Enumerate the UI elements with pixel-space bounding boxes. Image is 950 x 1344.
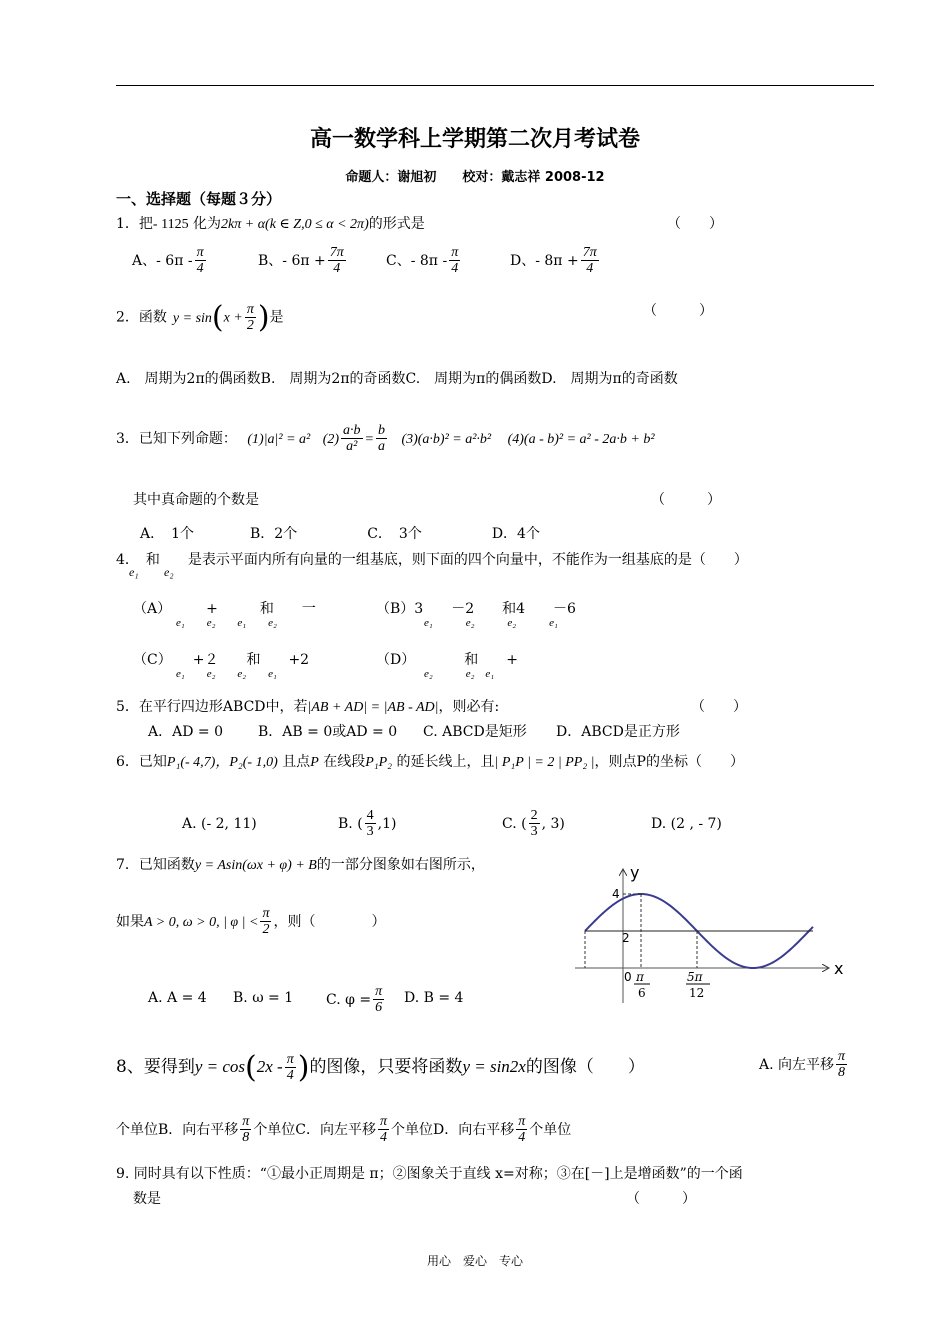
question-4: 4． 和 是表示平面内所有向量的一组基底，则下面的四个向量中，不能作为一组基底的是（ ）: [116, 552, 748, 568]
q9-answer-paren: （ ）: [626, 1191, 696, 1207]
q5-option-c: C. ABCD是矩形: [423, 724, 527, 740]
q7-condition: 如果A > 0, ω > 0, | φ | < $\frac{\pi}{2}$ ，则（ ）: [116, 906, 386, 938]
tick-5pi12-den: 12: [689, 986, 705, 1000]
q1-option-b: B、- 6π + $\frac{7\pi}{4}$: [258, 245, 344, 277]
q1-option-d: D、- 8π + $\frac{7\pi}{4}$: [510, 245, 597, 277]
origin-label: 0: [624, 970, 632, 984]
q8-line-2: 个单位B．向右平移 $\frac{\pi}{8}$ 个单位C．向左平移 $\frac{\pi}{4}$ 个单位D．向右平移 $\frac{\pi}{4}$ 个单位: [116, 1114, 572, 1146]
page-subtitle: 命题人：谢旭初 校对：戴志祥 2008-12: [345, 170, 605, 185]
q4-e2: e₂: [164, 565, 174, 579]
q6-option-c: C. ( $\frac{2}{3}$ , 3): [502, 808, 565, 840]
q4-option-a: （A） + 和 一: [133, 601, 316, 617]
question-3: 3．已知下列命题： (1)|a|² = a² (2) $\frac{a\cdot b}{\text{a²}}$ = $\frac{b}{a}$ (3)(a·b)² = a²·b² (4)(a - b)² = a² - 2a·b + b²: [116, 423, 655, 455]
q2-answer-paren: （ ）: [643, 303, 713, 319]
q5-option-b: B．AB = 0或AD = 0: [258, 724, 398, 740]
question-2: 2．函数 y = sin(x + $\frac{\pi}{2}$ )是: [116, 300, 284, 335]
q7-option-a: A. A = 4: [148, 990, 207, 1006]
question-5: 5．在平行四边形ABCD中，若|AB + AD| = |AB - AD|，则必有:: [116, 699, 500, 715]
q1-d-frac: $\frac{7\pi}{4}$: [582, 245, 597, 277]
question-6: 6．已知P₁(- 4,7)，P₂(- 1,0) 且点P 在线段P₁P₂ 的延长线上，且| P₁P | = 2 | PP₂ |，则点P的坐标（ ）: [116, 754, 744, 770]
q2-options: A. 周期为2π的偶函数B. 周期为2π的奇函数C. 周期为π的偶函数D. 周期为π的奇函数: [116, 371, 678, 387]
q1-b-frac: $\frac{7\pi}{4}$: [329, 245, 344, 277]
y-tick-4: 4: [612, 887, 620, 901]
q3-options: A． 1个 B．2个 C． 3个 D．4个: [140, 526, 540, 542]
q7-option-d: D. B = 4: [404, 990, 464, 1006]
q1-c-frac: $\frac{\pi}{4}$: [451, 245, 459, 277]
q3-frac-2: $\frac{b}{a}$: [377, 423, 385, 455]
q4-c-sub: e₁ e₂ e₂ e₁: [176, 668, 277, 680]
question-8: 8、要得到y = cos(2x - $\frac{\pi}{4}$ )的图像，只要将函数y = sin2x的图像（ ）: [116, 1050, 645, 1085]
q4-a-sub: e₁ e₂ e₁ e₂: [176, 617, 277, 629]
page-title: 高一数学科上学期第二次月考试卷: [309, 127, 640, 152]
q5-answer-paren: （ ）: [691, 699, 747, 715]
x-label: x: [834, 959, 844, 978]
y-label: y: [630, 863, 640, 882]
question-1: 1．把- 1125 化为2kπ + α(k ∈ Z,0 ≤ α < 2π)的形式是: [116, 216, 425, 232]
question-9: 9. 同时具有以下性质：“①最小正周期是 π；②图象关于直线 x=对称；③在[－]上是增函数”的一个函: [116, 1166, 743, 1182]
q6-option-a: A. (- 2, 11): [182, 816, 257, 832]
q1-a-frac: $\frac{\pi}{4}$: [196, 245, 204, 277]
q7-option-c: C. φ = $\frac{\pi}{6}$: [326, 984, 383, 1016]
q2-frac: $\frac{\pi}{2}$: [246, 301, 254, 333]
page-footer: 用心 爱心 专心: [426, 1254, 523, 1268]
q1-option-c: C、- 8π - $\frac{\pi}{4}$: [386, 245, 459, 277]
q4-option-c: （C） +２ 和 +2: [133, 652, 310, 668]
q6-option-b: B. ( $\frac{4}{3}$ ,1): [338, 808, 397, 840]
tick-pi6-den: 6: [638, 986, 646, 1000]
tick-pi6-num: π: [636, 970, 644, 984]
q7-function-graph: [570, 858, 850, 1008]
q4-option-b: （B）3 －2 和4 －6: [376, 601, 576, 617]
q4-e1: e₁: [129, 565, 139, 579]
q1-option-a: A、- 6π - $\frac{\pi}{4}$: [132, 245, 204, 277]
section-heading: 一、选择题（每题３分）: [116, 190, 282, 208]
tick-5pi12-num: 5π: [687, 970, 703, 984]
header-rule: [116, 85, 874, 86]
q3-frac-1: $\frac{a\cdot b}{\text{a²}}$: [343, 423, 361, 455]
q4-option-d: （D） 和 +: [376, 652, 518, 668]
question-7: 7．已知函数y = Asin(ωx + φ) + B的一部分图象如右图所示，: [116, 857, 485, 873]
q9-line-2: 数是: [133, 1191, 161, 1207]
q5-option-d: D．ABCD是正方形: [556, 724, 680, 740]
q5-option-a: A．AD = 0: [148, 724, 223, 740]
q3-line-2: 其中真命题的个数是: [133, 492, 259, 508]
q1-answer-paren: （ ）: [667, 216, 723, 232]
q4-d-sub: e₂ e₂ e₁: [424, 668, 495, 680]
q7-option-b: B. ω = 1: [233, 990, 294, 1006]
q8-option-a: A. 向左平移 $\frac{\pi}{8}$: [759, 1049, 846, 1081]
y-tick-2: 2: [622, 931, 630, 945]
q4-b-sub: e₁ e₂ e₂ e₁: [424, 617, 558, 629]
q6-option-d: D. (2 , - 7): [651, 816, 722, 832]
q3-answer-paren: （ ）: [651, 492, 721, 508]
